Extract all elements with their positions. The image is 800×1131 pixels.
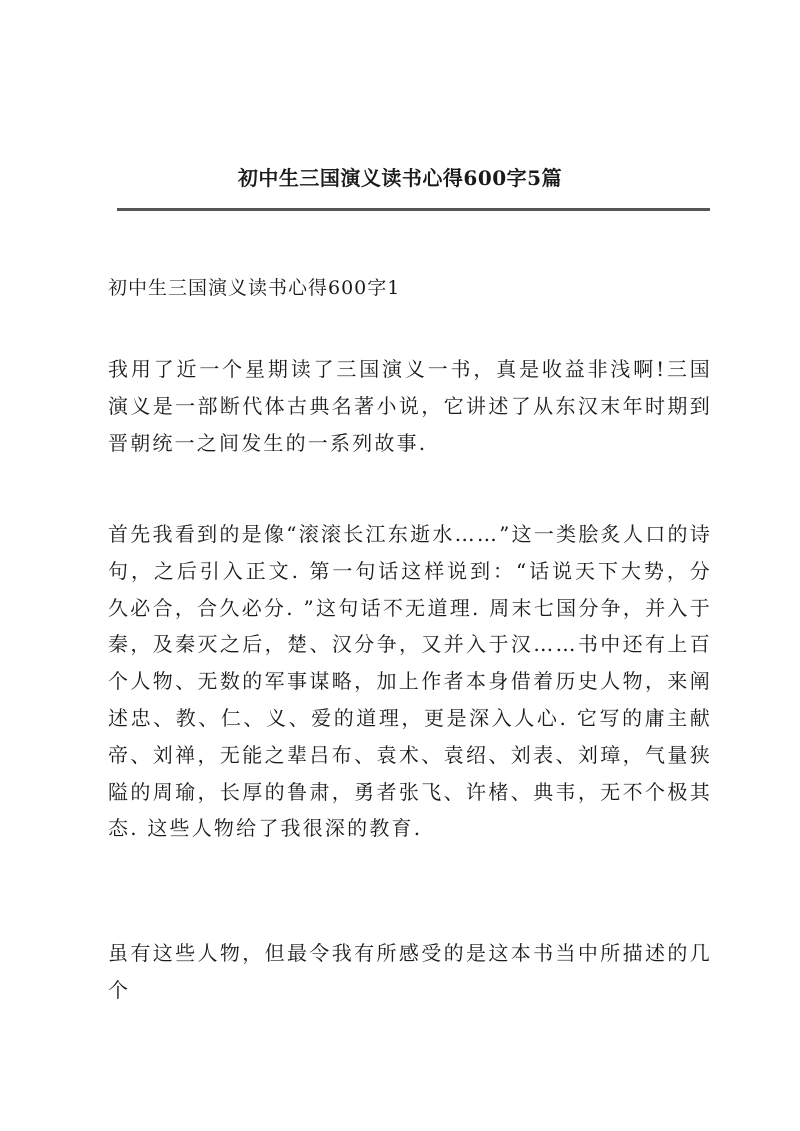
title-underline-divider [117,208,710,211]
paragraph-2: 首先我看到的是像“滚滚长江东逝水……”这一类脍炙人口的诗句，之后引入正文. 第一句话这样说到：“话说天下大势，分久必合，合久必分. ”这句话不无道理. 周末七国分争，并入于秦，及秦灭之后，楚、汉分争，又并入于汉……书中还有上百个人物、无数的军事谋略，加上作者本身借着历史人物，来阐述忠、教、仁、义、爱的道理，更是深入人心. 它写的庸主献帝、刘禅，无能之辈吕布、袁术、袁绍、刘表、刘璋，气量狭隘的周瑜，长厚的鲁肃，勇者张飞、许楮、典韦，无不个极其态. 这些人物给了我很深的教育. [108,522,712,841]
section-heading: 初中生三国演义读书心得600字1 [108,277,401,299]
paragraph-1: 我用了近一个星期读了三国演义一书，真是收益非浅啊!三国演义是一部断代体古典名著小说，它讲述了从东汉末年时期到晋朝统一之间发生的一系列故事. [108,357,712,455]
paragraph-3: 虽有这些人物，但最令我有所感受的是这本书当中所描述的几个 [108,941,712,1002]
document-title: 初中生三国演义读书心得600字5篇 [237,166,563,190]
